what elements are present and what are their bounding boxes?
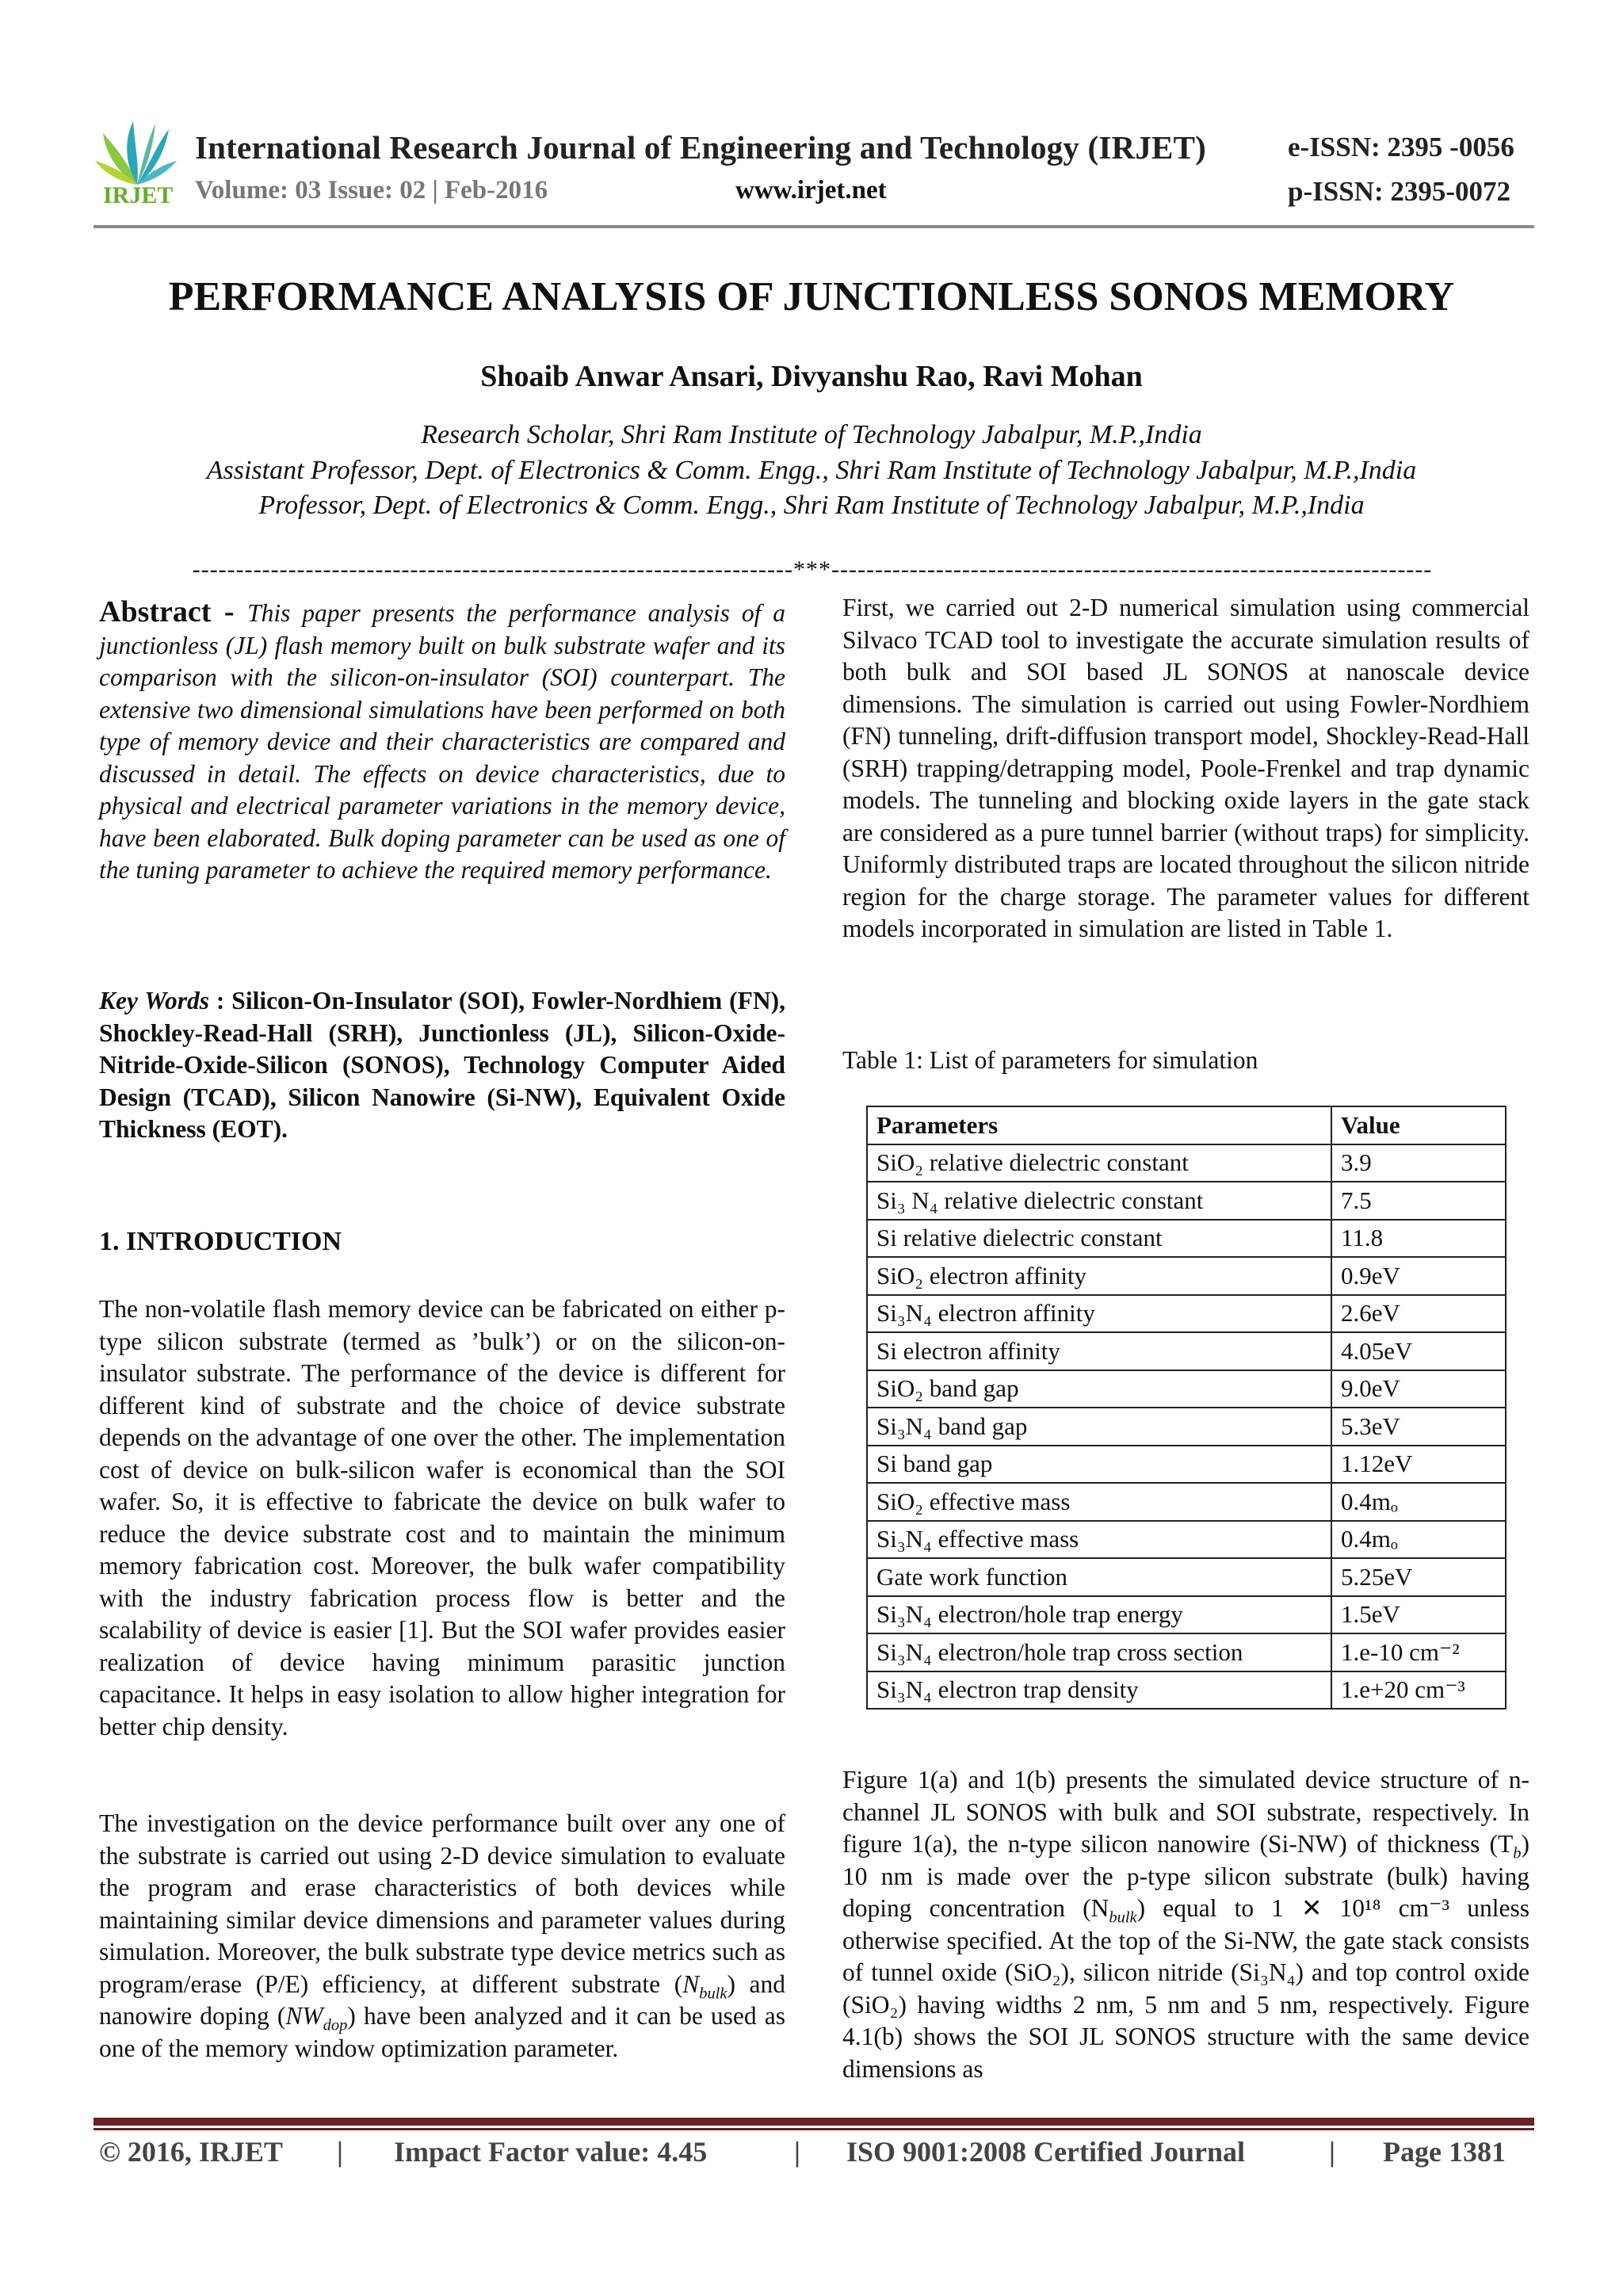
column-header: Parameters	[867, 1106, 1331, 1144]
logo-leaves-icon	[94, 117, 181, 189]
footer-page-number: Page 1381	[1383, 2136, 1506, 2168]
methodology-paragraph: First, we carried out 2-D numerical simulation using commercial Silvaco TCAD tool to investigate the accurate simulation results of both bulk and SOI based JL SONOS at nanoscale device dimensions. The simulation is carried out using Fowler-Nordhiem (FN) tunneling, drift-diffusion transport model, Shockley-Read-Hall (SRH) trapping/detrapping model, Poole-Frenkel and trap dynamic models. The tunneling and blocking oxide layers in the gate stack are considered as a pure tunnel barrier (without traps) for simplicity. Uniformly distributed traps are located throughout the silicon nitride region for the charge storage. The parameter values for different models incorporated in simulation are listed in Table 1.	[842, 594, 1529, 942]
subscript: bulk	[699, 1984, 727, 2002]
parameter-name-cell: SiO₂ electron affinity	[867, 1257, 1331, 1295]
affiliation-2: Assistant Professor, Dept. of Electronics & Comm. Engg., Shri Ram Institute of Technology Jabalpur, M.P.,India	[206, 456, 1417, 485]
parameter-name-cell: SiO₂ relative dielectric constant	[867, 1144, 1331, 1182]
parameters-table	[866, 1106, 1507, 1710]
subscript: dop	[323, 2016, 348, 2034]
text-segment: ) have been analyzed and it can be used as one of the memory window optimization parameter.	[99, 2002, 786, 2062]
affiliation-3: Professor, Dept. of Electronics & Comm. Engg., Shri Ram Institute of Technology Jabalpur, M.P.,India	[258, 491, 1365, 520]
section-heading-introduction: 1. INTRODUCTION	[99, 1227, 342, 1256]
table-row	[867, 1558, 1506, 1596]
table-row	[867, 1596, 1506, 1634]
text-segment: ) equal to 1 ✕ 10¹⁸ cm⁻³ unless otherwise specified. At the top of the Si-NW, the gate stack consists of tunnel oxide (SiO₂), silicon nitride (Si₃N₄) and top control oxide (SiO₂) having widths 2 nm, 5 nm and 5 nm, respectively. Figure 4.1(b) shows the SOI JL SONOS structure with the same device dimensions as	[842, 1894, 1529, 2083]
footer-impact-factor: Impact Factor value: 4.45	[394, 2136, 708, 2168]
journal-website-link[interactable]: www.irjet.net	[735, 176, 887, 204]
parameter-value-cell: 0.4mₒ	[1331, 1521, 1506, 1559]
parameter-value-cell: 9.0eV	[1331, 1370, 1506, 1408]
introduction-paragraph-2	[99, 1808, 785, 2065]
paper-title: PERFORMANCE ANALYSIS OF JUNCTIONLESS SONOS MEMORY	[168, 274, 1455, 319]
parameter-name-cell: Si₃N₄ electron affinity	[867, 1295, 1331, 1333]
parameter-name-cell: Si electron affinity	[867, 1332, 1331, 1370]
parameter-value-cell: 1.12eV	[1331, 1446, 1506, 1484]
parameter-name-cell: Si relative dielectric constant	[867, 1220, 1331, 1258]
table-row	[867, 1446, 1506, 1484]
text-segment: The investigation on the device performance built over any one of the substrate is carried out using 2-D device simulation to evaluate the program and erase characteristics of both devices while maintaining similar device dimensions and parameter values during simulation. Moreover, the bulk substrate type device metrics such as program/erase (P/E) efficiency, at different substrate (	[99, 1809, 785, 1998]
table-row	[867, 1671, 1506, 1710]
parameter-name-cell: Si₃ N₄ relative dielectric constant	[867, 1182, 1331, 1220]
table-row	[867, 1257, 1506, 1295]
affiliation-1: Research Scholar, Shri Ram Institute of Technology Jabalpur, M.P.,India	[421, 420, 1202, 449]
keywords-text: : Silicon-On-Insulator (SOI), Fowler-Nordhiem (FN), Shockley-Read-Hall (SRH), Junctionless (JL), Silicon-Oxide-Nitride-Oxide-Silicon (SONOS), Technology Computer Aided Design (TCAD), Silicon Nanowire (Si-NW), Equivalent Oxide Thickness (EOT).	[99, 987, 785, 1143]
figure-description-paragraph	[842, 1764, 1529, 2085]
table-row	[867, 1332, 1506, 1370]
logo-text: IRJET	[103, 182, 174, 208]
parameter-value-cell: 0.9eV	[1331, 1257, 1506, 1295]
parameter-value-cell: 11.8	[1331, 1220, 1506, 1258]
abstract	[99, 596, 785, 887]
journal-volume: Volume: 03 Issue: 02 | Feb-2016	[195, 176, 548, 204]
keywords-label: Key Words	[99, 987, 209, 1014]
parameter-value-cell: 4.05eV	[1331, 1332, 1506, 1370]
introduction-paragraph-1: The non-volatile flash memory device can be fabricated on either p-type silicon substrate (termed as ’bulk’) or on the silicon-on-insulator substrate. The performance of the device is different for different kind of substrate and the choice of device substrate depends on the advantage of one over the other. The implementation cost of device on bulk-silicon wafer is economical than the SOI wafer. So, it is effective to fabricate the device on bulk wafer to reduce the device substrate cost and to maintain the minimum memory fabrication cost. Moreover, the bulk wafer compatibility with the industry fabrication process flow is better and the scalability of device is easier [1]. But the SOI wafer provides easier realization of device having minimum parasitic junction capacitance. It helps in easy isolation to allow higher integration for better chip density.	[99, 1295, 785, 1740]
journal-title: International Research Journal of Engineering and Technology (IRJET)	[195, 129, 1206, 166]
text-segment: ) 10 nm is made over the p-type silicon substrate (bulk) having doping concentration (N	[842, 1830, 1529, 1922]
text-segment: ) and nanowire doping (	[99, 1969, 785, 2030]
text-segment: N	[682, 1969, 700, 1998]
subscript: b	[1513, 1844, 1522, 1862]
e-issn: e-ISSN: 2395 -0056	[1288, 132, 1514, 162]
table-row	[867, 1633, 1506, 1671]
table-row	[867, 1408, 1506, 1446]
table-row	[867, 1295, 1506, 1333]
parameter-value-cell: 5.25eV	[1331, 1558, 1506, 1596]
p-issn: p-ISSN: 2395-0072	[1288, 176, 1511, 207]
text-segment: NW	[285, 2002, 323, 2030]
table-header-row	[867, 1106, 1506, 1144]
parameter-name-cell: Si₃N₄ electron/hole trap energy	[867, 1596, 1331, 1634]
irjet-logo	[94, 117, 181, 212]
parameter-value-cell: 5.3eV	[1331, 1408, 1506, 1446]
text-segment: Figure 1(a) and 1(b) presents the simulated device structure of n-channel JL SONOS with bulk and SOI substrate, respectively. In figure 1(a), the n-type silicon nanowire (Si-NW) of thickness (T	[842, 1766, 1529, 1858]
parameter-value-cell: 1.e+20 cm⁻³	[1331, 1671, 1506, 1710]
parameter-value-cell: 7.5	[1331, 1182, 1506, 1220]
footer-separator: |	[1329, 2136, 1335, 2168]
abstract-heading: Abstract -	[99, 595, 248, 628]
parameter-name-cell: Si₃N₄ band gap	[867, 1408, 1331, 1446]
footer-copyright: © 2016, IRJET	[99, 2136, 283, 2168]
parameter-name-cell: Gate work function	[867, 1558, 1331, 1596]
footer-bar	[94, 2118, 1534, 2126]
table-caption: Table 1: List of parameters for simulation	[842, 1046, 1258, 1074]
table-row	[867, 1144, 1506, 1182]
parameter-name-cell: Si₃N₄ electron trap density	[867, 1671, 1331, 1710]
parameter-name-cell: SiO₂ band gap	[867, 1370, 1331, 1408]
parameter-value-cell: 3.9	[1331, 1144, 1506, 1182]
table-row	[867, 1483, 1506, 1521]
parameter-value-cell: 2.6eV	[1331, 1295, 1506, 1333]
footer-bar-thin	[94, 2128, 1534, 2130]
paper-authors: Shoaib Anwar Ansari, Divyanshu Rao, Ravi Mohan	[480, 360, 1143, 393]
footer-separator: |	[794, 2136, 800, 2168]
parameter-value-cell: 0.4mₒ	[1331, 1483, 1506, 1521]
column-header: Value	[1331, 1106, 1506, 1144]
parameter-name-cell: SiO₂ effective mass	[867, 1483, 1331, 1521]
parameter-name-cell: Si₃N₄ electron/hole trap cross section	[867, 1633, 1331, 1671]
parameter-name-cell: Si₃N₄ effective mass	[867, 1521, 1331, 1559]
abstract-text: This paper presents the performance analysis of a junctionless (JL) flash memory built on bulk substrate wafer and its comparison with the silicon-on-insulator (SOI) counterpart. The extensive two dimensional simulations have been performed on both type of memory device and their characteristics are compared and discussed in detail. The effects on device characteristics, due to physical and electrical parameter variations in the memory device, have been elaborated. Bulk doping parameter can be used as one of the tuning parameter to achieve the required memory performance.	[99, 599, 785, 884]
table-row	[867, 1220, 1506, 1258]
parameter-name-cell: Si band gap	[867, 1446, 1331, 1484]
table-row	[867, 1521, 1506, 1559]
parameter-value-cell: 1.e-10 cm⁻²	[1331, 1633, 1506, 1671]
footer-separator: |	[337, 2136, 343, 2168]
section-separator: ---------------------------------------------------------------------***---------------------------------------------------------------------	[192, 556, 1433, 583]
table-row	[867, 1370, 1506, 1408]
table-row	[867, 1182, 1506, 1220]
parameter-value-cell: 1.5eV	[1331, 1596, 1506, 1634]
footer-iso: ISO 9001:2008 Certified Journal	[846, 2136, 1245, 2168]
subscript: bulk	[1109, 1908, 1137, 1927]
header-divider	[94, 225, 1534, 228]
keywords	[99, 985, 785, 1146]
